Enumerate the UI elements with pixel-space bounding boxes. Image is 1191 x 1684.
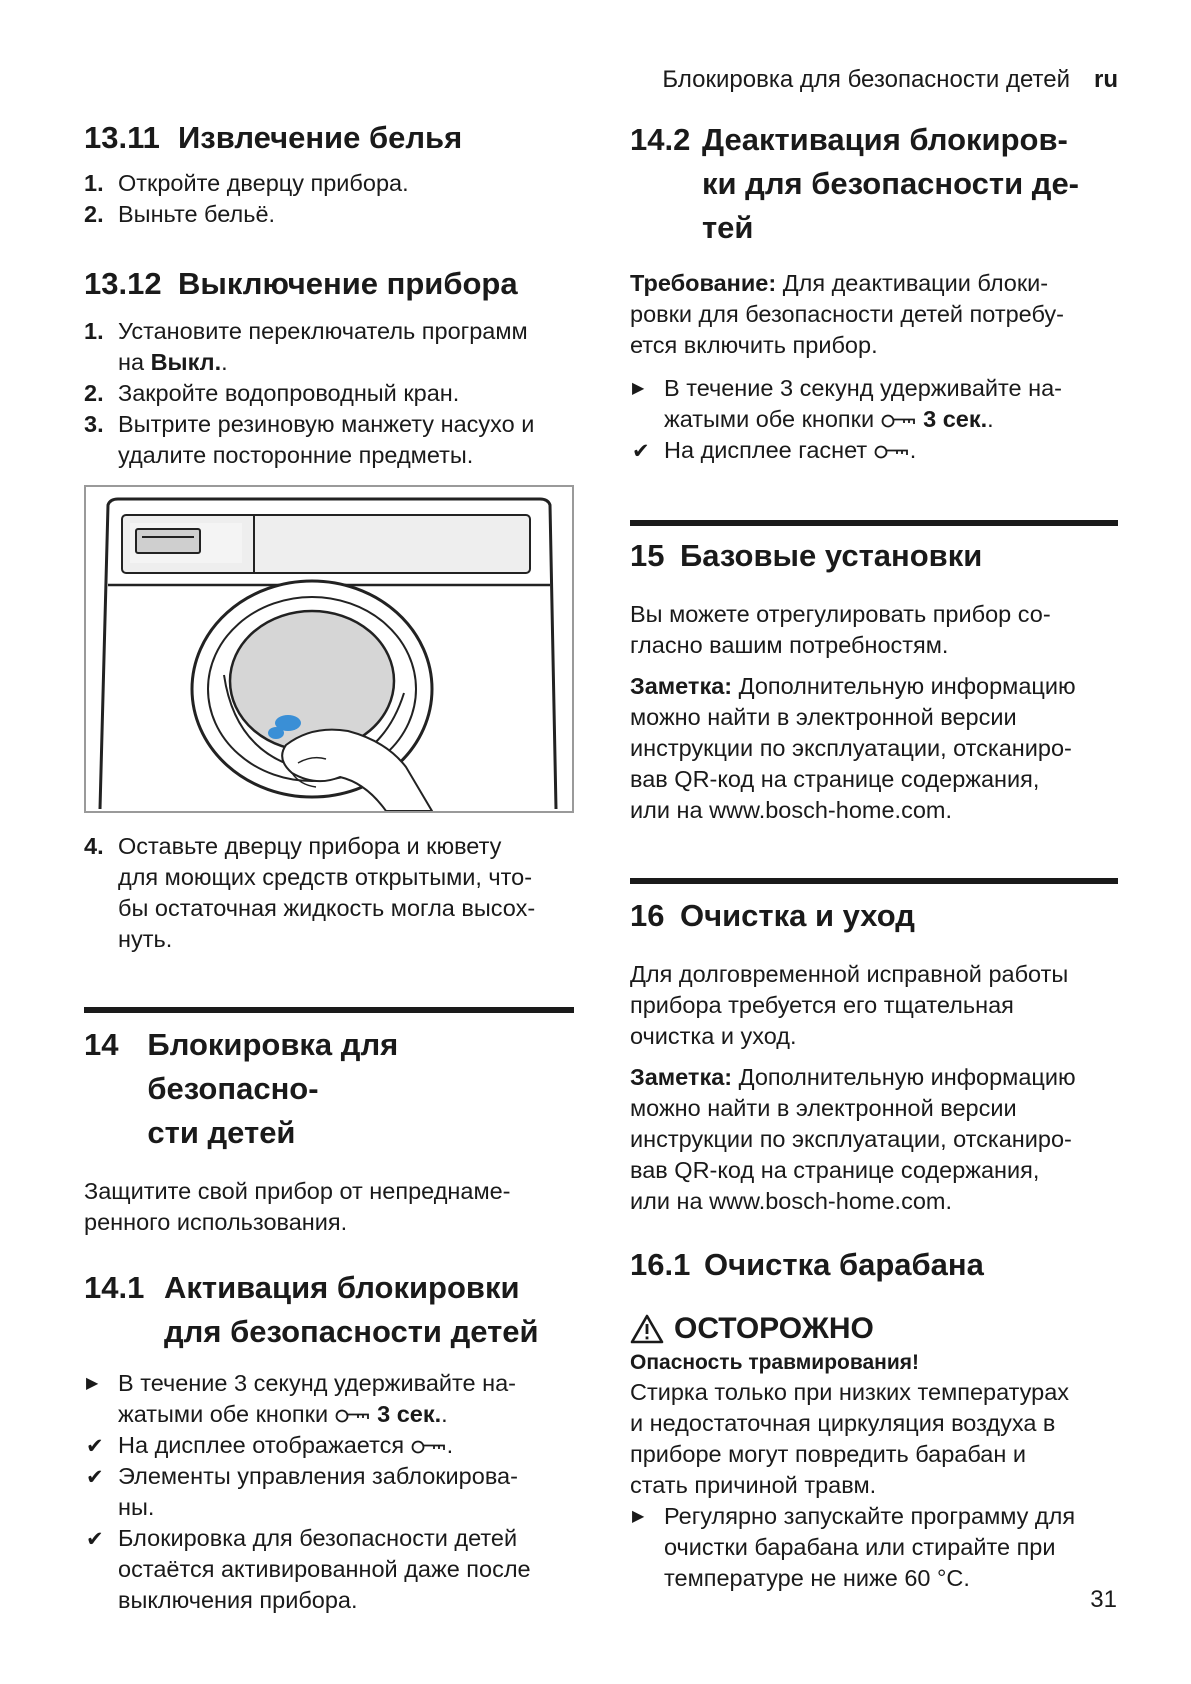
child-lock-key-icon (411, 1440, 447, 1454)
section-title: Базовые установки (680, 538, 983, 573)
steps-list (84, 316, 574, 471)
action-arrow-icon: ▶ (632, 380, 645, 397)
result-check-icon: ✔ (86, 1527, 104, 1551)
list-item: ▶ Регулярно запускайте программу для очистки барабана или стирайте при температуре не ниже 60 °C. (632, 1502, 1076, 1591)
section-title: Извлечение белья (178, 120, 463, 155)
result-check-icon: ✔ (86, 1434, 104, 1458)
steps-list (84, 831, 574, 955)
section-intro: Для долговременной исправной работы прибора требуется его тщательная очистка и уход. (630, 960, 1069, 1049)
result-check-icon: ✔ (86, 1465, 104, 1489)
list-item: 2. Выньте бельё. (84, 201, 276, 227)
action-list (630, 373, 1118, 466)
list-item: ▶ В течение 3 секунд удерживайте на- жатыми обе кнопки 3 сек.. (86, 1369, 516, 1427)
action-arrow-icon: ▶ (632, 1507, 645, 1525)
section-number: 13.11 (84, 120, 160, 155)
section-title: Деактивация блокиров- ки для безопасности де- тей (702, 122, 1080, 245)
list-item: 4. Оставьте дверцу прибора и кювету для моющих средств открытыми, что- бы остаточная жидкость могла высох- нуть. (84, 833, 536, 952)
running-header (662, 66, 1118, 94)
section-rule (630, 520, 1118, 526)
list-item: 1. Установите переключатель программ на Выкл.. (84, 318, 528, 375)
section-title: Очистка барабана (704, 1246, 984, 1282)
section-13-12-heading (84, 264, 574, 304)
section-intro: Вы можете отрегулировать прибор со- гласно вашим потребностям. (630, 600, 1051, 658)
list-item: ✔ На дисплее гаснет . (630, 435, 1118, 466)
section-14-2-heading (630, 118, 1118, 250)
steps-list (84, 168, 574, 230)
list-item: 1. Откройте дверцу прибора. (84, 170, 409, 196)
section-title: Блокировка для безопасно- сти детей (147, 1027, 399, 1150)
section-13-11-heading (84, 118, 574, 158)
section-number: 16.1 (630, 1246, 691, 1282)
child-lock-key-icon (881, 414, 917, 428)
list-item: ✔ На дисплее отображается . (84, 1430, 574, 1461)
result-check-icon: ✔ (632, 440, 650, 463)
child-lock-key-icon (335, 1409, 371, 1423)
child-lock-key-icon (874, 445, 910, 459)
section-title: Выключение прибора (178, 266, 518, 301)
warning-subtitle: Опасность травмирования! (630, 1350, 919, 1374)
section-number: 13.12 (84, 266, 162, 301)
warning-text: Стирка только при низких температурах и недостаточная циркуляция воздуха в приборе могут повредить барабан и стать причиной травм. (630, 1378, 1070, 1498)
list-item: ✔ Блокировка для безопасности детей остаётся активированной даже после выключения прибора. (86, 1524, 531, 1613)
section-number: 16 (630, 897, 665, 933)
action-arrow-icon: ▶ (86, 1374, 99, 1392)
section-14-1-heading (84, 1266, 574, 1354)
left-column (84, 118, 574, 1616)
section-number: 14.2 (630, 122, 691, 157)
section-title: Очистка и уход (680, 897, 915, 933)
section-number: 14.1 (84, 1269, 145, 1305)
section-rule (630, 878, 1118, 884)
note-text: Заметка: Дополнительную информацию можно найти в электронной версии инструкции по эксплуатации, отсканиро- вав QR-код на странице содержания, или на www.bosch-home.com. (630, 1063, 1076, 1214)
section-title: Активация блокировки для безопасности детей (164, 1269, 539, 1349)
action-list (630, 1501, 1118, 1594)
section-16-1-heading (630, 1245, 1118, 1285)
running-title: Блокировка для безопасности детей (662, 66, 1070, 93)
section-16-heading (630, 894, 1118, 938)
warning-block (630, 1309, 1118, 1594)
section-14-heading (84, 1023, 574, 1155)
requirement-text: Требование: Для деактивации блоки- ровки для безопасности детей потребу- ется включить прибор. (630, 270, 1064, 358)
washing-machine-illustration (84, 485, 574, 813)
section-intro: Защитите свой прибор от непреднаме- ренного использования. (84, 1177, 511, 1235)
section-15-heading (630, 534, 1118, 578)
section-number: 14 (84, 1027, 119, 1062)
list-item: ✔ Элементы управления заблокирова- ны. (86, 1462, 518, 1520)
section-rule (84, 1007, 574, 1013)
right-column (630, 118, 1118, 1594)
page-number: 31 (1090, 1586, 1117, 1613)
list-item: 2. Закройте водопроводный кран. (84, 380, 460, 406)
note-text: Заметка: Дополнительную информацию можно найти в электронной версии инструкции по эксплуатации, отсканиро- вав QR-код на странице содержания, или на www.bosch-home.com. (630, 672, 1076, 823)
section-number: 15 (630, 538, 665, 573)
action-list (84, 1368, 574, 1616)
language-code: ru (1094, 66, 1118, 93)
list-item: ▶ В течение 3 секунд удерживайте на- жатыми обе кнопки 3 сек.. (632, 375, 1062, 432)
list-item: 3. Вытрите резиновую манжету насухо и удалите посторонние предметы. (84, 411, 535, 468)
washing-machine-drawing (86, 487, 572, 811)
warning-triangle-icon (630, 1314, 664, 1344)
warning-title: ОСТОРОЖНО (630, 1309, 1118, 1349)
